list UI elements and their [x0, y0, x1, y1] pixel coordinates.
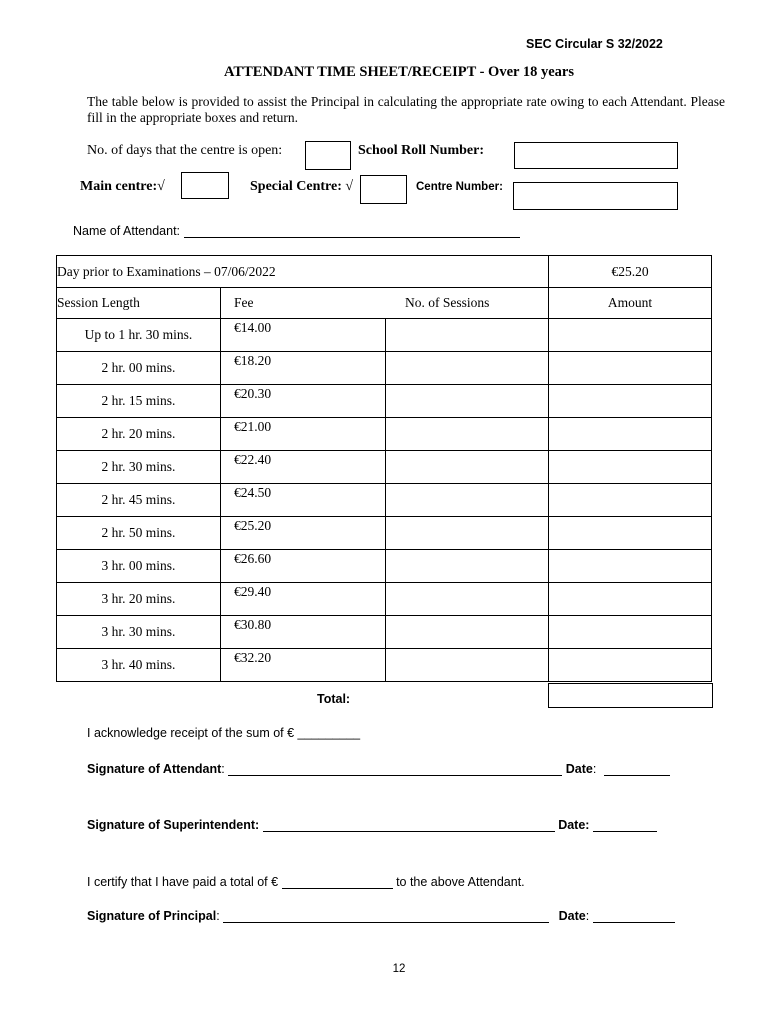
certify-row [87, 875, 525, 889]
table-row [57, 616, 712, 649]
sessions-input-cell[interactable] [386, 616, 549, 649]
amount-input-cell[interactable] [549, 616, 712, 649]
amount-input-cell[interactable] [549, 649, 712, 682]
session-length-cell: 2 hr. 00 mins. [57, 352, 221, 385]
page-title: ATTENDANT TIME SHEET/RECEIPT - Over 18 years [224, 64, 574, 80]
session-length-cell: 3 hr. 30 mins. [57, 616, 221, 649]
session-length-cell: 2 hr. 20 mins. [57, 418, 221, 451]
fee-cell: €22.40 [221, 451, 386, 484]
amount-input-cell[interactable] [549, 319, 712, 352]
header-session-length: Session Length [57, 288, 221, 319]
amount-input-cell[interactable] [549, 484, 712, 517]
sessions-input-cell[interactable] [386, 649, 549, 682]
fee-cell: €21.00 [221, 418, 386, 451]
receipt-acknowledgement: I acknowledge receipt of the sum of € _________ [87, 726, 361, 740]
main-centre-label: Main centre:√ [80, 179, 165, 194]
school-roll-field[interactable] [514, 142, 678, 169]
certify-amount-field[interactable] [282, 876, 393, 889]
fee-cell: €24.50 [221, 484, 386, 517]
header-amount: Amount [549, 288, 712, 319]
days-open-label: No. of days that the centre is open: [87, 143, 283, 158]
fee-cell: €14.00 [221, 319, 386, 352]
sessions-input-cell[interactable] [386, 319, 549, 352]
attendant-signature-row: Signature of Attendant: Date: [87, 762, 670, 776]
session-length-cell: Up to 1 hr. 30 mins. [57, 319, 221, 352]
amount-input-cell[interactable] [549, 550, 712, 583]
fee-cell: €26.60 [221, 550, 386, 583]
table-row [57, 649, 712, 682]
amount-input-cell[interactable] [549, 451, 712, 484]
attendant-date-label: Date [565, 762, 593, 776]
fee-cell: €25.20 [221, 517, 386, 550]
amount-input-cell[interactable] [549, 583, 712, 616]
principal-signature-field[interactable] [223, 910, 549, 923]
session-length-cell: 2 hr. 50 mins. [57, 517, 221, 550]
amount-input-cell[interactable] [549, 352, 712, 385]
header-no-sessions: No. of Sessions [405, 295, 490, 310]
header-fee-sessions [221, 288, 549, 319]
fee-cell: €18.20 [221, 352, 386, 385]
table-row [57, 517, 712, 550]
total-label: Total: [317, 692, 351, 706]
header-row [57, 288, 712, 319]
table-row [57, 550, 712, 583]
attendant-name-row [73, 224, 520, 238]
session-length-cell: 2 hr. 15 mins. [57, 385, 221, 418]
session-length-cell: 2 hr. 30 mins. [57, 451, 221, 484]
intro-paragraph: The table below is provided to assist the Principal in calculating the appropriate rate owing to each Attendant. Please fill in the appropriate boxes and return. [87, 94, 725, 125]
sessions-input-cell[interactable] [386, 451, 549, 484]
superintendent-signature-row [87, 818, 657, 832]
sessions-input-cell[interactable] [386, 418, 549, 451]
day-prior-row [57, 256, 712, 288]
session-length-cell: 3 hr. 20 mins. [57, 583, 221, 616]
certify-text-post: to the above Attendant. [396, 875, 525, 889]
fee-cell: €32.20 [221, 649, 386, 682]
attendant-signature-field[interactable] [228, 763, 562, 776]
day-prior-amount: €25.20 [549, 256, 712, 288]
sessions-input-cell[interactable] [386, 484, 549, 517]
table-row [57, 385, 712, 418]
special-centre-label: Special Centre: √ [250, 179, 354, 194]
session-length-cell: 3 hr. 00 mins. [57, 550, 221, 583]
principal-signature-label: Signature of Principal [87, 909, 217, 923]
amount-input-cell[interactable] [549, 385, 712, 418]
sessions-input-cell[interactable] [386, 352, 549, 385]
principal-date-field[interactable] [593, 910, 675, 923]
attendant-name-label: Name of Attendant: [73, 224, 181, 238]
sessions-input-cell[interactable] [386, 583, 549, 616]
sessions-input-cell[interactable] [386, 550, 549, 583]
attendant-date-field[interactable] [604, 763, 670, 776]
page-number: 12 [392, 963, 406, 975]
sessions-input-cell[interactable] [386, 517, 549, 550]
fee-cell: €30.80 [221, 616, 386, 649]
total-amount-field[interactable] [548, 683, 713, 708]
fee-cell: €29.40 [221, 583, 386, 616]
attendant-name-field[interactable] [184, 225, 520, 238]
school-roll-label: School Roll Number: [358, 143, 484, 158]
table-row [57, 352, 712, 385]
main-centre-checkbox[interactable] [181, 172, 229, 199]
certify-text-pre: I certify that I have paid a total of € [87, 875, 279, 889]
special-centre-checkbox[interactable] [360, 175, 407, 204]
header-fee: Fee [234, 295, 254, 310]
amount-input-cell[interactable] [549, 418, 712, 451]
principal-signature-row: Signature of Principal: Date: [87, 909, 675, 923]
session-length-cell: 3 hr. 40 mins. [57, 649, 221, 682]
table-row [57, 319, 712, 352]
circular-reference: SEC Circular S 32/2022 [526, 37, 663, 51]
table-row [57, 451, 712, 484]
superintendent-signature-label: Signature of Superintendent: [87, 818, 260, 832]
table-row [57, 418, 712, 451]
day-prior-label: Day prior to Examinations – 07/06/2022 [57, 256, 549, 288]
table-row [57, 583, 712, 616]
superintendent-date-field[interactable] [593, 819, 657, 832]
fee-cell: €20.30 [221, 385, 386, 418]
principal-date-label: Date [558, 909, 586, 923]
centre-number-label: Centre Number: [416, 181, 503, 193]
rates-table [56, 255, 712, 682]
superintendent-signature-field[interactable] [263, 819, 555, 832]
sessions-input-cell[interactable] [386, 385, 549, 418]
session-length-cell: 2 hr. 45 mins. [57, 484, 221, 517]
attendant-signature-label: Signature of Attendant [87, 762, 222, 776]
amount-input-cell[interactable] [549, 517, 712, 550]
centre-number-field[interactable] [513, 182, 678, 210]
superintendent-date-label: Date: [558, 818, 590, 832]
days-open-field[interactable] [305, 141, 351, 170]
table-row [57, 484, 712, 517]
